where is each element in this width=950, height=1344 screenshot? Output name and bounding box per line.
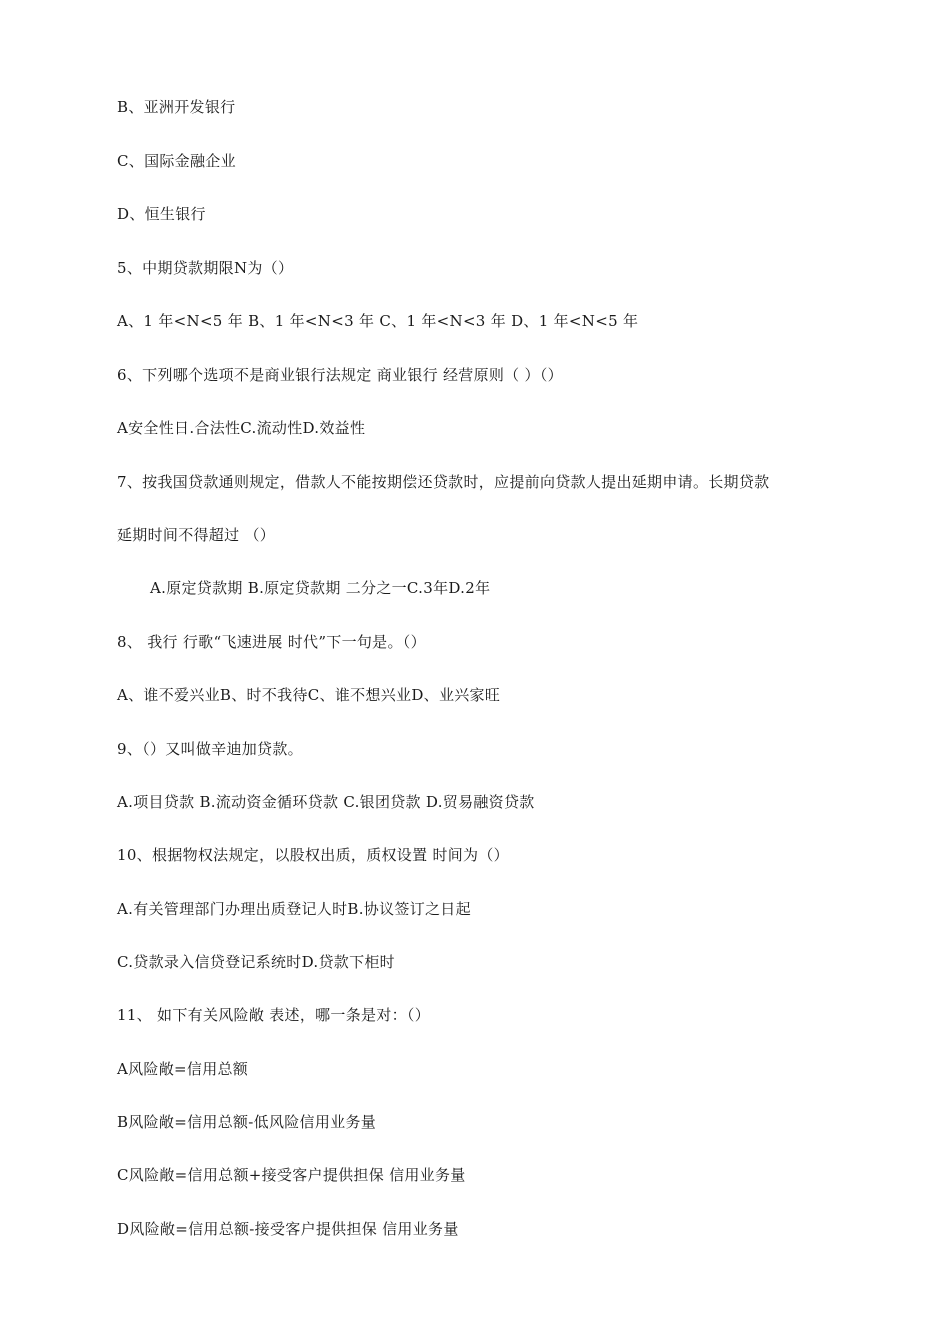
question-7-continued: 延期时间不得超过 （）: [117, 526, 276, 544]
question-9: 9、（）又叫做辛迪加贷款。: [117, 740, 303, 758]
question-11-option-b: B风险敞=信用总额-低风险信用业务量: [117, 1113, 377, 1131]
question-10: 10、根据物权法规定，以股权出质，质权设置 时间为（）: [117, 846, 509, 864]
question-6: 6、下列哪个选项不是商业银行法规定 商业银行 经营原则（ ）（）: [117, 366, 563, 384]
question-11-option-d: D风险敞=信用总额-接受客户提供担保 信用业务量: [117, 1220, 459, 1238]
option-b-asian-development-bank: B、亚洲开发银行: [117, 98, 236, 116]
question-5-options: A、1 年<N<5 年 B、1 年<N<3 年 C、1 年<N<3 年 D、1 年<N<5 年: [117, 312, 639, 330]
question-8: 8、 我行 行歌“飞速进展 时代”下一句是。（）: [117, 633, 426, 651]
question-10-options-cd: C.贷款录入信贷登记系统时D.贷款下柜时: [117, 953, 395, 971]
question-5: 5、中期贷款期限N为（）: [117, 259, 294, 277]
question-9-options: A.项目贷款 B.流动资金循环贷款 C.银团贷款 D.贸易融资贷款: [117, 793, 535, 811]
question-7: 7、按我国贷款通则规定，借款人不能按期偿还贷款时，应提前向贷款人提出延期申请。长期贷款: [117, 473, 770, 491]
question-11-option-a: A风险敞=信用总额: [117, 1060, 249, 1078]
question-11-option-c: C风险敞=信用总额+接受客户提供担保 信用业务量: [117, 1166, 466, 1184]
question-8-options: A、谁不爱兴业B、时不我待C、谁不想兴业D、业兴家旺: [117, 686, 501, 704]
option-c-international-finance: C、国际金融企业: [117, 152, 236, 170]
question-7-options: A.原定贷款期 B.原定贷款期 二分之一C.3年D.2年: [150, 579, 491, 597]
option-d-hang-seng-bank: D、恒生银行: [117, 205, 206, 223]
question-11: 11、 如下有关风险敞 表述，哪一条是对：（）: [117, 1006, 431, 1024]
question-10-options-ab: A.有关管理部门办理出质登记人时B.协议签订之日起: [117, 900, 471, 918]
question-6-options: A安全性日.合法性C.流动性D.效益性: [117, 419, 366, 437]
